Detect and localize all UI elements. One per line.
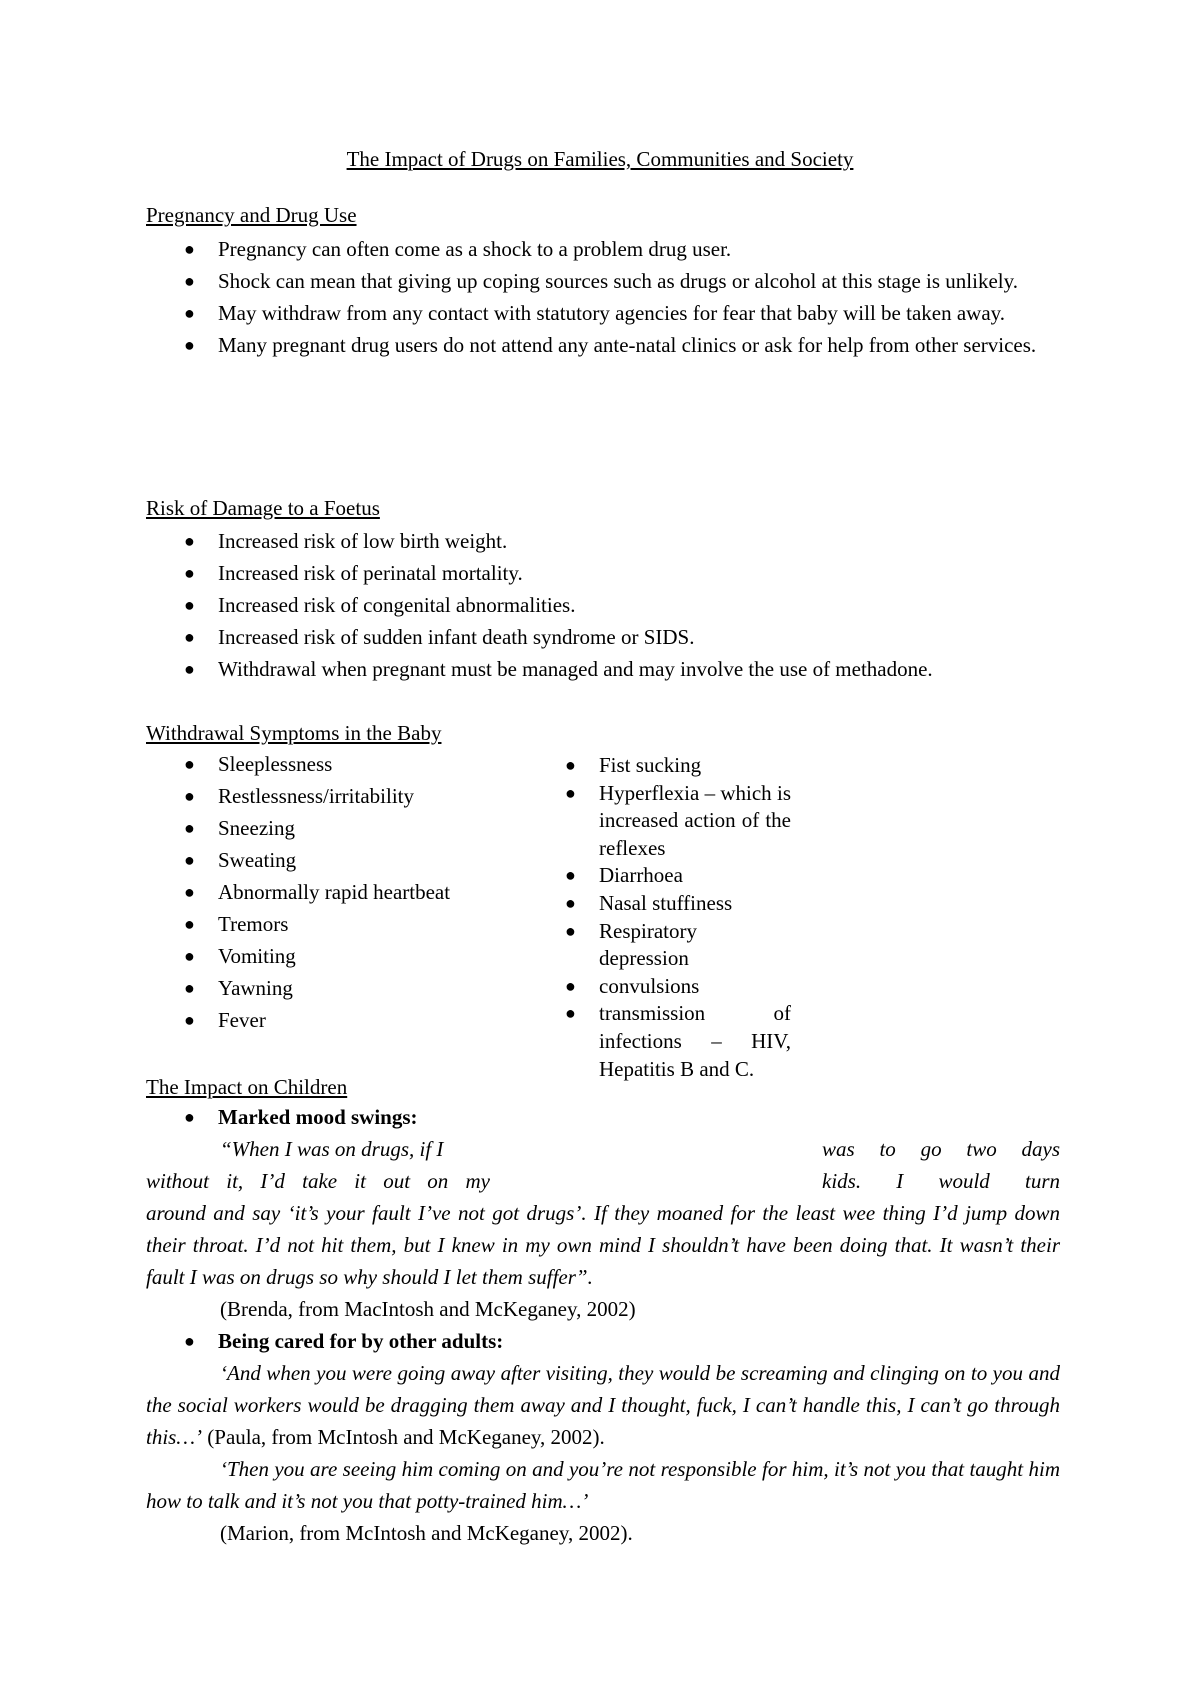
bullet-icon: ● (184, 659, 195, 679)
list-item: ● Increased risk of low birth weight. (146, 525, 1060, 557)
list-item: ● Vomiting (146, 940, 526, 972)
list-item: ● Restlessness/irritability (146, 780, 526, 812)
list-item: ● transmission of infections – HIV, Hepatitis B and C. (565, 1001, 791, 1081)
heading-children: The Impact on Children (146, 1075, 348, 1099)
bullet-icon: ● (184, 850, 195, 870)
bullet-icon: ● (184, 818, 195, 838)
list-item: ● Yawning (146, 972, 526, 1004)
list-item: ● Sneezing (146, 812, 526, 844)
bullet-icon: ● (184, 563, 195, 583)
list-item: ● Sweating (146, 844, 526, 876)
quote3-body: ‘Then you are seeing him coming on and you’re not responsible for him, it’s not you that taught him how to talk and it’s not you that potty-trained him…’ (146, 1457, 1060, 1513)
list-item: ● Abnormally rapid heartbeat (146, 876, 526, 908)
bullet-icon: ● (184, 1107, 195, 1127)
list-item: ● Shock can mean that giving up coping sources such as drugs or alcohol at this stage is unlikely. (146, 265, 1060, 297)
heading-withdrawal: Withdrawal Symptoms in the Baby (146, 721, 442, 745)
quote1-citation: (Brenda, from MacIntosh and McKeganey, 2002) (220, 1297, 636, 1321)
children-bullet-1 (146, 1101, 566, 1133)
list-item: ● May withdraw from any contact with statutory agencies for fear that baby will be taken away. (146, 297, 1060, 329)
bullet-icon: ● (565, 1003, 576, 1024)
list-item: ● Increased risk of sudden infant death syndrome or SIDS. (146, 621, 1060, 653)
list-item: ● Hyperflexia – which is increased action of the reflexes (565, 780, 791, 860)
list-item: ● Fever (146, 1004, 526, 1036)
bullet-icon: ● (565, 892, 576, 913)
bullet-icon: ● (565, 782, 576, 803)
bullet-icon: ● (184, 303, 195, 323)
document-page: The Impact of Drugs on Families, Communities and Society Pregnancy and Drug Use ● Pregnancy can often come as a shock to a problem drug user. ● Shock can mean that giving up coping sources such as drugs or alcohol at this stage is unlikely. ● May withdraw from any contact with statutory agencies for fear that baby will be taken away. ● Many pregnant drug users do not attend any ante-natal clinics or ask for help from other services. Risk of Damage to a Foetus ● Increased risk of low birth weight. ● Increased risk of perinatal mortality. ● Increased risk of congenital abnormalities. ● Increased risk of sudden infant death syndrome or SIDS. ● Withdrawal when pregnant must be managed and may involve the use of methadone. Withdrawal Symptoms in the Baby ● Sleeplessness ● Restlessness/irritability ● Sneezing ● Sweating ● Abnormally rapid heartbeat ● Tremors ● Vomiting ● Yawning ● Fever ● Fist sucking ● Hyperflexia – which is increased action of the reflexes ● Diarrhoea ● Nasal stuffiness ● Respiratory depression ● convulsions ● transmission of infections – HIV, Hepatitis B and C. The Impact on Children ● Marked mood swings: “When I was on drugs, if I was to go two days without it, I’d take it out on my kids. I would turn around and say ‘it’s your fault I’ve not got drugs’. If they moaned for the least wee thing I’d jump down their throat. I’d not hit them, but I knew in my own mind I shouldn’t have been doing that. It wasn’t their fault I was on drugs so why should I let them suffer”. (Brenda, from MacIntosh and McKeganey, 2002) ● Being cared for by other adults: ‘And when you were going away after visiting, they would be screaming and clinging on to you and the social workers would be dragging them away and I thought, fuck, I can’t handle this, I can’t go through this…’ (Paula, from McIntosh and McKeganey, 2002). ‘Then you are seeing him coming on and you’re not responsible for him, it’s not you that taught him how to talk and it’s not you that potty-trained him…’ (Marion, from McIntosh and McKeganey, 2002). (0, 0, 1200, 1698)
quote2-paragraph: ‘And when you were going away after visiting, they would be screaming and clinging on to you and the social workers would be dragging them away and I thought, fuck, I can’t handle this, I can’t go through this…’ (Paula, from McIntosh and McKeganey, 2002). (146, 1361, 1060, 1449)
foetus-list (146, 525, 1060, 685)
list-item: ● Pregnancy can often come as a shock to a problem drug user. (146, 233, 1060, 265)
bullet-icon: ● (565, 755, 576, 775)
list-item: ● Fist sucking (527, 752, 791, 780)
bullet-icon: ● (184, 882, 195, 902)
bullet-icon: ● (184, 978, 195, 998)
quote1-body: around and say ‘it’s your fault I’ve not got drugs’. If they moaned for the least wee thing I’d jump down their throat. I’d not hit them, but I knew in my own mind I shouldn’t have been doing that. It wasn’t their fault I was on drugs so why should I let them suffer”. (146, 1201, 1060, 1289)
bullet-icon: ● (184, 1010, 195, 1030)
list-item: ● convulsions (527, 973, 791, 1001)
bullet-icon: ● (184, 786, 195, 806)
list-item: ● Tremors (146, 908, 526, 940)
list-item: ● Nasal stuffiness (527, 890, 791, 918)
withdrawal-list-right (527, 752, 791, 1083)
list-item: ● Increased risk of congenital abnormalities. (146, 589, 1060, 621)
pregnancy-list (146, 233, 1060, 361)
heading-foetus: Risk of Damage to a Foetus (146, 496, 380, 520)
list-item: ● Withdrawal when pregnant must be managed and may involve the use of methadone. (146, 653, 1060, 685)
heading-pregnancy: Pregnancy and Drug Use (146, 203, 357, 227)
withdrawal-list-left (146, 748, 526, 1036)
bullet-icon: ● (184, 271, 195, 291)
bullet-icon: ● (184, 335, 195, 355)
list-item: ● Sleeplessness (146, 748, 526, 780)
children-bullet-2 (146, 1325, 746, 1357)
bullet-icon: ● (184, 754, 195, 774)
document-title: The Impact of Drugs on Families, Communities and Society (346, 147, 854, 171)
bullet-icon: ● (184, 595, 195, 615)
list-item: ● Being cared for by other adults: (146, 1325, 746, 1357)
list-item: ● Increased risk of perinatal mortality. (146, 557, 1060, 589)
bullet-icon: ● (184, 946, 195, 966)
bullet-icon: ● (565, 920, 576, 941)
bullet-icon: ● (184, 239, 195, 259)
bullet-icon: ● (184, 531, 195, 551)
bullet-icon: ● (184, 627, 195, 647)
bullet-icon: ● (184, 1331, 195, 1351)
list-item: ● Many pregnant drug users do not attend any ante-natal clinics or ask for help from other services. (146, 329, 1060, 361)
list-item: ● Respiratory depression (565, 918, 697, 971)
list-item: ● Marked mood swings: (146, 1101, 566, 1133)
bullet-icon: ● (565, 975, 576, 996)
bullet-icon: ● (565, 865, 576, 886)
list-item: ● Diarrhoea (527, 862, 791, 890)
quote3-citation: (Marion, from McIntosh and McKeganey, 2002). (220, 1521, 633, 1545)
bullet-icon: ● (184, 914, 195, 934)
